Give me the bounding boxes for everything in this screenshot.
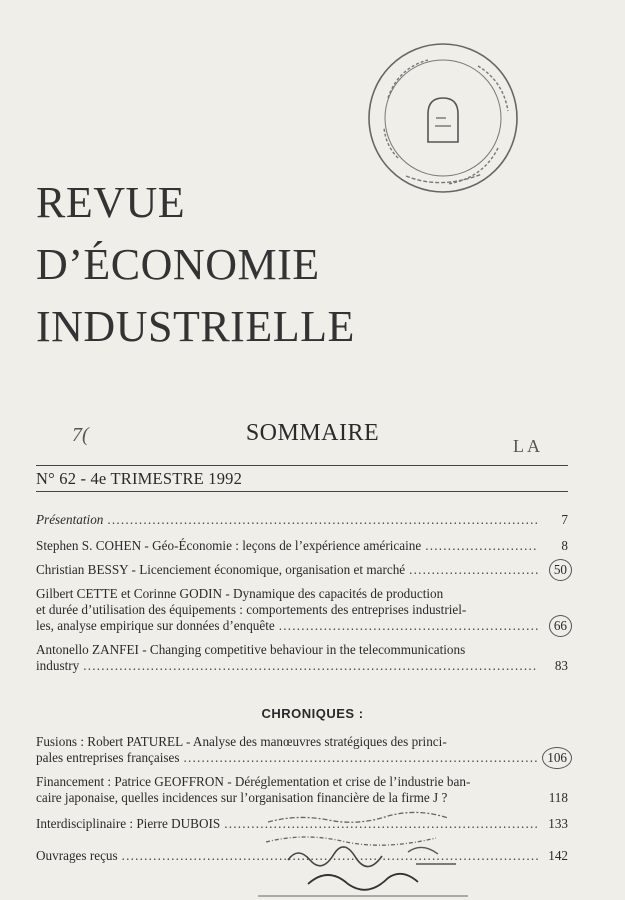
toc-entry-line: et durée d’utilisation des équipements : comportements des entreprises industriel- — [36, 602, 467, 617]
handwritten-note-left: 7( — [72, 424, 89, 446]
chroniques-heading: CHRONIQUES : — [261, 706, 364, 721]
toc-entry-title: Ouvrages reçus — [36, 848, 118, 863]
rule-top — [36, 465, 568, 466]
toc-page-number: 133 — [548, 816, 568, 831]
journal-title-line-3: INDUSTRIELLE — [36, 302, 355, 351]
toc-entry-cette-godin — [36, 586, 568, 634]
toc-entry-cohen — [36, 538, 568, 554]
toc-entry-title: Interdisciplinaire : Pierre DUBOIS — [36, 816, 221, 831]
toc-entry-bessy — [36, 562, 568, 578]
leader-dots — [107, 512, 538, 528]
journal-title-line-1: REVUE — [36, 178, 186, 227]
accession-stamp — [248, 808, 478, 900]
handwritten-note-right: LA — [513, 436, 543, 456]
toc-entry-title: Présentation — [36, 512, 104, 527]
toc-entry-zanfei — [36, 642, 568, 674]
leader-dots — [425, 538, 538, 554]
toc-entry-line: les, analyse empirique sur données d’enquête — [36, 618, 275, 633]
toc-page-number: 7 — [561, 512, 568, 527]
journal-title — [36, 172, 355, 358]
leader-dots — [279, 618, 538, 634]
leader-dots — [83, 658, 538, 674]
issue-number: N° 62 - 4e TRIMESTRE 1992 — [36, 469, 243, 488]
leader-dots — [184, 750, 538, 766]
page-circle: 106 — [542, 747, 572, 769]
sommaire-heading: SOMMAIRE — [245, 420, 380, 446]
toc-entry-title: Christian BESSY - Licenciement économique, organisation et marché — [36, 562, 406, 577]
toc-entry-line: industry — [36, 658, 80, 673]
chronique-entry-geoffron — [36, 774, 568, 806]
toc-page-number: 83 — [554, 658, 568, 673]
toc-entry-line: pales entreprises françaises — [36, 750, 180, 765]
leader-dots — [409, 562, 538, 578]
chronique-entry-paturel — [36, 734, 568, 766]
toc-entry-line: Gilbert CETTE et Corinne GODIN - Dynamique des capacités de production — [36, 586, 444, 601]
toc-page-number-circled — [542, 750, 568, 766]
toc-entry-line: Financement : Patrice GEOFFRON - Déréglementation et crise de l’industrie ban- — [36, 774, 471, 789]
toc-entry-title: Stephen S. COHEN - Géo-Économie : leçons de l’expérience américaine — [36, 538, 422, 553]
page-circle: 50 — [549, 559, 572, 581]
library-seal-stamp — [358, 38, 528, 198]
toc-page-number: 118 — [548, 790, 568, 805]
journal-title-line-2: D’ÉCONOMIE — [36, 240, 320, 289]
toc-page-number: 8 — [561, 538, 568, 553]
toc-entry-line: Fusions : Robert PATUREL - Analyse des manœuvres stratégiques des princi- — [36, 734, 447, 749]
toc-entry-presentation — [36, 512, 568, 528]
page-circle: 66 — [549, 615, 572, 637]
toc-page-number: 142 — [548, 848, 568, 863]
rule-bottom — [36, 491, 568, 492]
toc-entry-line: caire japonaise, quelles incidences sur l’organisation financière de la firme J ? — [36, 790, 448, 805]
toc-page-number-circled — [542, 562, 568, 578]
toc-page-number-circled — [542, 618, 568, 634]
toc-entry-line: Antonello ZANFEI - Changing competitive behaviour in the telecommunications — [36, 642, 466, 657]
